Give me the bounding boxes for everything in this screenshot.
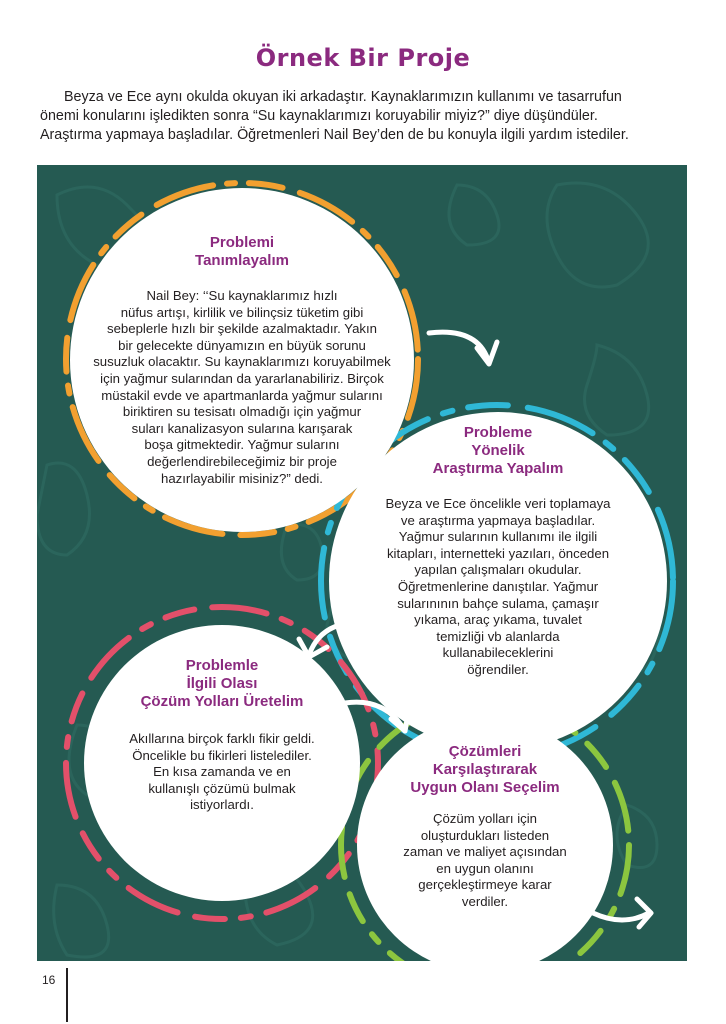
step-title-line: İlgili Olası [186, 675, 258, 692]
step-body-line: suları kanalizasyon sularına karışarak [131, 420, 353, 436]
step-body-line: hazırlayabilir misiniz?” dedi. [161, 470, 323, 486]
step-body-line: nüfus artışı, kirlilik ve bilinçsiz tüketim gibi [120, 304, 364, 320]
step-body-line: gerçekleştirmeye karar [418, 877, 552, 893]
step-body-line: En kısa zamanda ve en [153, 764, 291, 780]
arrow-right-icon [429, 332, 497, 364]
step-body-line: yapılan çalışmaları okudular. [414, 562, 582, 578]
process-panel [37, 165, 687, 961]
step-body-line: öğrendiler. [467, 661, 529, 677]
step-title-line: Araştırma Yapalım [432, 460, 564, 477]
intro-line: Araştırma yapmaya başladılar. Öğretmenleri Nail Bey’den de bu konuyla ilgili yardım istediler. [40, 127, 629, 143]
page-number: 16 [42, 973, 56, 987]
step-body-line: ve araştırma yapmaya başladılar. [400, 512, 596, 528]
step-circle-compare-solutions [357, 717, 613, 961]
step-title-line: Çözüm Yolları Üretelim [140, 693, 304, 710]
intro-line: Beyza ve Ece aynı okulda okuyan iki arkadaştır. Kaynaklarımızın kullanımı ve tasarrufun [64, 89, 622, 105]
step-body-line: verdiler. [461, 893, 509, 909]
step-title-line: Problemi [209, 234, 275, 251]
step-body-line: Çözüm yolları için [432, 811, 538, 826]
step-title-line: Problemle [185, 657, 259, 674]
step-title-line: Çözümleri [448, 743, 522, 760]
step-body-line: için yağmur sularından da yararlanabiliriz. Birçok [100, 370, 384, 386]
step-body-line: istiyorlardı. [190, 797, 254, 813]
step-title-line: Tanımlayalım [195, 252, 289, 269]
intro-paragraph [40, 88, 690, 145]
step-body-line: Yağmur sularının kullanımı ile ilgili [398, 529, 598, 545]
step-circle-generate-solutions [84, 625, 360, 901]
step-body-line: değerlendirebileceğimiz bir proje [147, 453, 337, 469]
step-body-line: kitapları, internetteki yazıları, önceden [386, 545, 610, 561]
step-body-line: boşa gitmektedir. Yağmur sularını [144, 437, 340, 453]
step-body-line: kullanışlı çözümü bulmak [148, 780, 296, 796]
step-body-line: Öncelikle bu fikirleri listelediler. [132, 747, 312, 763]
step-circle-research [329, 412, 667, 750]
step-body-line: Nail Bey: ‘‘Su kaynaklarımız hızlı [146, 288, 338, 303]
step-body-line: sularınının bahçe sulama, çamaşır [397, 595, 599, 611]
page-title: Örnek Bir Proje [255, 44, 471, 72]
step-body-line: susuzluk olacaktır. Su kaynaklarımızı koruyabilmek [93, 354, 391, 370]
step-body-line: yıkama, araç yıkama, tuvalet [414, 612, 582, 628]
step-body-line: müstakil evde ve apartmanlarda yağmur sularını [101, 387, 383, 403]
step-body-line: bir gelecekte dünyamızın en büyük sorunu [118, 337, 366, 353]
step-body-line: Beyza ve Ece öncelikle veri toplamaya [385, 496, 611, 511]
step-body-line: oluşturdukları listeden [420, 827, 550, 843]
step-body-line: sebeplerle hızlı bir şekilde azalmaktadır. Yakın [107, 321, 377, 337]
step-title-line: Yönelik [471, 442, 525, 459]
step-body-line: kullanabileceklerini [442, 645, 554, 661]
step-body-line: en uygun olanını [436, 860, 534, 876]
step-body-line: zaman ve maliyet açısından [403, 844, 567, 860]
step-title-line: Probleme [463, 424, 533, 441]
step-title-line: Karşılaştırarak [432, 761, 538, 778]
step-body-line: biriktiren su tesisatı olmadığı için yağmur [122, 404, 362, 420]
intro-line: önemi konularını işledikten sonra “Su kaynaklarımızı koruyabilir miyiz?” diye düşündüler. [40, 108, 598, 124]
step-body-line: temizliği vb alanlarda [436, 628, 560, 644]
step-body-line: Öğretmenlerine danıştılar. Yağmur [397, 578, 599, 594]
step-title-line: Uygun Olanı Seçelim [410, 779, 560, 796]
page-rule [66, 968, 68, 1022]
step-body-line: Akıllarına birçok farklı fikir geldi. [129, 731, 315, 746]
